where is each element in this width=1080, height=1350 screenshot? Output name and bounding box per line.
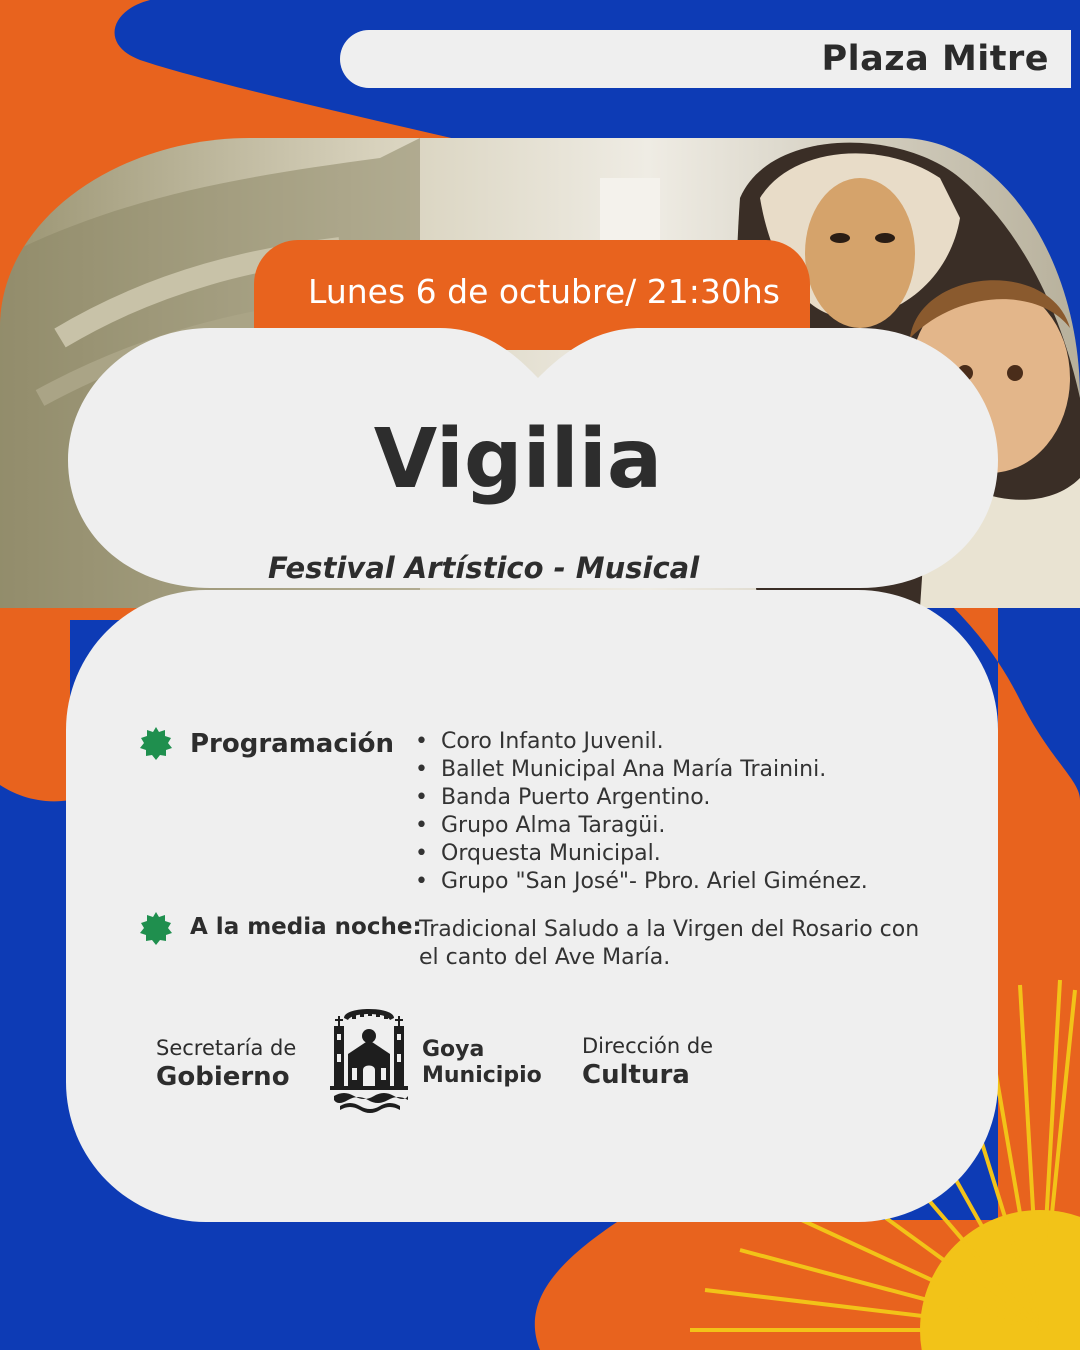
location-label: Plaza Mitre — [821, 39, 1049, 79]
event-subtitle: Festival Artístico - Musical — [268, 551, 700, 585]
location-pill — [340, 30, 1071, 88]
midnight-text: Tradicional Saludo a la Virgen del Rosario con el canto del Ave María. — [419, 917, 920, 970]
direccion-line1: Dirección de — [582, 1034, 714, 1058]
list-item: • Coro Infanto Juvenil. — [415, 728, 868, 756]
list-item: • Banda Puerto Argentino. — [415, 784, 868, 812]
midnight-label: A la media noche: — [190, 914, 422, 940]
program-list — [415, 728, 868, 896]
badge-icon — [138, 911, 174, 947]
badge-icon — [138, 726, 174, 762]
program-label: Programación — [190, 729, 395, 759]
goya-line2: Municipio — [422, 1063, 542, 1088]
list-item: • Orquesta Municipal. — [415, 840, 868, 868]
list-item: • Grupo Alma Taragüi. — [415, 812, 868, 840]
list-item: • Ballet Municipal Ana María Trainini. — [415, 756, 868, 784]
secretaria-line1: Secretaría de — [156, 1036, 297, 1060]
event-date-time: Lunes 6 de octubre/ 21:30hs — [308, 272, 780, 311]
direccion-line2: Cultura — [582, 1060, 690, 1090]
goya-coat-of-arms-icon — [330, 1004, 408, 1114]
event-title: Vigilia — [373, 412, 663, 507]
list-item: • Grupo "San José"- Pbro. Ariel Giménez. — [415, 868, 868, 896]
secretaria-line2: Gobierno — [156, 1062, 290, 1092]
info-card — [66, 590, 998, 1222]
goya-line1: Goya — [422, 1037, 485, 1062]
